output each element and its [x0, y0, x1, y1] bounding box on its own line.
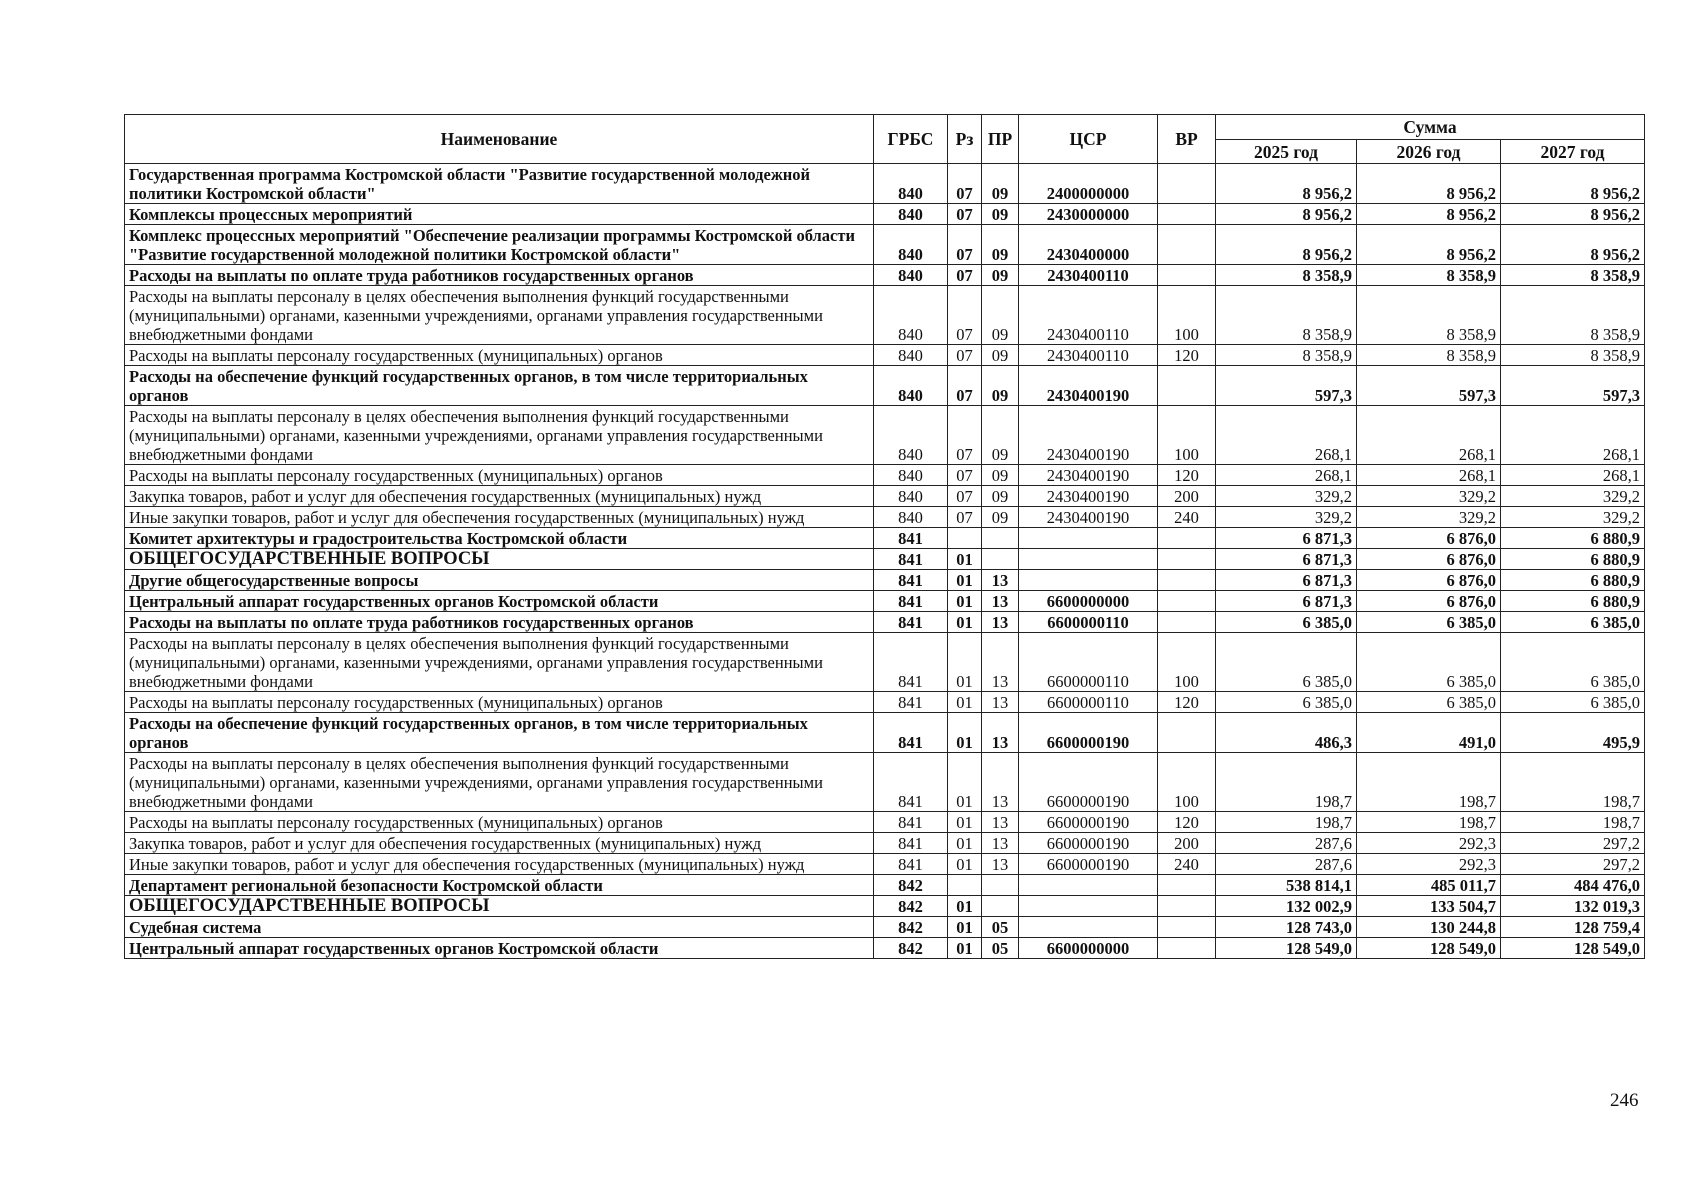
- cell-vr: 100: [1158, 633, 1216, 692]
- cell-pr: 13: [982, 833, 1019, 854]
- cell-csr: 6600000190: [1019, 833, 1158, 854]
- cell-sum-2026: 6 876,0: [1357, 591, 1501, 612]
- table-row: [125, 549, 1645, 570]
- cell-sum-2026: 6 876,0: [1357, 570, 1501, 591]
- cell-vr: [1158, 265, 1216, 286]
- cell-pr: 09: [982, 507, 1019, 528]
- cell-grbs: 841: [874, 549, 948, 570]
- cell-rz: 01: [948, 612, 982, 633]
- cell-name: Другие общегосударственные вопросы: [125, 570, 874, 591]
- cell-grbs: 840: [874, 204, 948, 225]
- cell-sum-2026: 6 876,0: [1357, 549, 1501, 570]
- cell-sum-2025: 287,6: [1216, 833, 1357, 854]
- cell-sum-2026: 6 385,0: [1357, 633, 1501, 692]
- cell-sum-2025: 6 871,3: [1216, 570, 1357, 591]
- cell-sum-2027: 6 385,0: [1501, 612, 1645, 633]
- cell-csr: 6600000190: [1019, 713, 1158, 753]
- cell-grbs: 842: [874, 896, 948, 917]
- cell-sum-2025: 6 385,0: [1216, 692, 1357, 713]
- cell-rz: 01: [948, 591, 982, 612]
- cell-name: Расходы на выплаты персоналу в целях обеспечения выполнения функций государственными (муниципальными) органами, казенными учреждениями, органами управления государственными внебюджетными фондами: [125, 753, 874, 812]
- cell-sum-2026: 133 504,7: [1357, 896, 1501, 917]
- cell-sum-2025: 8 956,2: [1216, 204, 1357, 225]
- cell-rz: 01: [948, 833, 982, 854]
- cell-csr: [1019, 549, 1158, 570]
- cell-sum-2026: 329,2: [1357, 486, 1501, 507]
- cell-sum-2026: 6 385,0: [1357, 612, 1501, 633]
- cell-csr: 2430400110: [1019, 265, 1158, 286]
- cell-name: Иные закупки товаров, работ и услуг для обеспечения государственных (муниципальных) нужд: [125, 507, 874, 528]
- cell-grbs: 841: [874, 633, 948, 692]
- cell-name: Закупка товаров, работ и услуг для обеспечения государственных (муниципальных) нужд: [125, 833, 874, 854]
- cell-grbs: 840: [874, 164, 948, 204]
- cell-rz: 01: [948, 753, 982, 812]
- cell-sum-2026: 292,3: [1357, 833, 1501, 854]
- table-header: [125, 115, 1645, 164]
- cell-sum-2025: 287,6: [1216, 854, 1357, 875]
- cell-grbs: 842: [874, 917, 948, 938]
- cell-name: Департамент региональной безопасности Костромской области: [125, 875, 874, 896]
- cell-sum-2027: 6 385,0: [1501, 692, 1645, 713]
- cell-sum-2027: 128 549,0: [1501, 938, 1645, 959]
- cell-pr: [982, 549, 1019, 570]
- cell-grbs: 842: [874, 938, 948, 959]
- cell-vr: [1158, 366, 1216, 406]
- cell-pr: 13: [982, 713, 1019, 753]
- cell-sum-2025: 597,3: [1216, 366, 1357, 406]
- cell-rz: 07: [948, 286, 982, 345]
- cell-pr: 13: [982, 633, 1019, 692]
- table-row: [125, 692, 1645, 713]
- cell-sum-2025: 8 358,9: [1216, 345, 1357, 366]
- cell-grbs: 840: [874, 507, 948, 528]
- cell-pr: 05: [982, 938, 1019, 959]
- cell-sum-2025: 8 358,9: [1216, 286, 1357, 345]
- cell-csr: 6600000000: [1019, 938, 1158, 959]
- cell-sum-2027: 8 358,9: [1501, 265, 1645, 286]
- cell-name: Комплексы процессных мероприятий: [125, 204, 874, 225]
- cell-vr: 100: [1158, 753, 1216, 812]
- cell-sum-2026: 292,3: [1357, 854, 1501, 875]
- header-pr: ПР: [982, 115, 1019, 164]
- cell-name: Расходы на выплаты персоналу в целях обеспечения выполнения функций государственными (муниципальными) органами, казенными учреждениями, органами управления государственными внебюджетными фондами: [125, 633, 874, 692]
- cell-csr: 2430400110: [1019, 286, 1158, 345]
- cell-name: Комплекс процессных мероприятий "Обеспечение реализации программы Костромской области "Развитие государственной молодежной политики Костромской области": [125, 225, 874, 265]
- cell-sum-2025: 6 871,3: [1216, 549, 1357, 570]
- table-body: [125, 164, 1645, 959]
- cell-vr: [1158, 570, 1216, 591]
- cell-csr: [1019, 570, 1158, 591]
- cell-csr: 2430400190: [1019, 465, 1158, 486]
- cell-sum-2026: 128 549,0: [1357, 938, 1501, 959]
- cell-sum-2025: 6 871,3: [1216, 528, 1357, 549]
- cell-pr: 09: [982, 265, 1019, 286]
- cell-name: Расходы на выплаты персоналу в целях обеспечения выполнения функций государственными (муниципальными) органами, казенными учреждениями, органами управления государственными внебюджетными фондами: [125, 286, 874, 345]
- cell-sum-2027: 128 759,4: [1501, 917, 1645, 938]
- cell-vr: [1158, 612, 1216, 633]
- cell-rz: 07: [948, 366, 982, 406]
- cell-pr: 05: [982, 917, 1019, 938]
- header-vr: ВР: [1158, 115, 1216, 164]
- cell-pr: 09: [982, 345, 1019, 366]
- cell-csr: 6600000110: [1019, 633, 1158, 692]
- cell-grbs: 841: [874, 812, 948, 833]
- table-row: [125, 854, 1645, 875]
- cell-sum-2025: 268,1: [1216, 465, 1357, 486]
- cell-pr: 13: [982, 612, 1019, 633]
- header-year-2025: 2025 год: [1216, 140, 1357, 164]
- cell-rz: 01: [948, 854, 982, 875]
- cell-sum-2027: 297,2: [1501, 833, 1645, 854]
- cell-vr: 120: [1158, 345, 1216, 366]
- table-row: [125, 896, 1645, 917]
- cell-pr: 13: [982, 854, 1019, 875]
- cell-sum-2026: 8 358,9: [1357, 345, 1501, 366]
- cell-csr: 2430000000: [1019, 204, 1158, 225]
- cell-name: ОБЩЕГОСУДАРСТВЕННЫЕ ВОПРОСЫ: [125, 896, 874, 917]
- header-csr: ЦСР: [1019, 115, 1158, 164]
- cell-name: Расходы на выплаты по оплате труда работников государственных органов: [125, 265, 874, 286]
- cell-sum-2026: 8 956,2: [1357, 164, 1501, 204]
- cell-pr: 13: [982, 692, 1019, 713]
- cell-grbs: 841: [874, 570, 948, 591]
- cell-sum-2026: 8 956,2: [1357, 204, 1501, 225]
- table-row: [125, 633, 1645, 692]
- cell-grbs: 840: [874, 366, 948, 406]
- cell-pr: 09: [982, 204, 1019, 225]
- cell-rz: 01: [948, 692, 982, 713]
- cell-sum-2025: 538 814,1: [1216, 875, 1357, 896]
- header-year-2027: 2027 год: [1501, 140, 1645, 164]
- cell-sum-2026: 8 358,9: [1357, 286, 1501, 345]
- cell-vr: 200: [1158, 486, 1216, 507]
- table-row: [125, 406, 1645, 465]
- cell-sum-2027: 597,3: [1501, 366, 1645, 406]
- table-row: [125, 917, 1645, 938]
- cell-rz: 01: [948, 549, 982, 570]
- cell-grbs: 840: [874, 406, 948, 465]
- cell-sum-2027: 268,1: [1501, 465, 1645, 486]
- cell-sum-2025: 8 956,2: [1216, 164, 1357, 204]
- cell-grbs: 841: [874, 833, 948, 854]
- cell-sum-2027: 8 358,9: [1501, 345, 1645, 366]
- cell-sum-2025: 329,2: [1216, 507, 1357, 528]
- cell-vr: 120: [1158, 692, 1216, 713]
- cell-sum-2026: 198,7: [1357, 753, 1501, 812]
- cell-vr: [1158, 528, 1216, 549]
- cell-rz: 07: [948, 507, 982, 528]
- cell-sum-2027: 329,2: [1501, 486, 1645, 507]
- cell-grbs: 842: [874, 875, 948, 896]
- header-rz: Рз: [948, 115, 982, 164]
- cell-rz: 07: [948, 406, 982, 465]
- cell-rz: 01: [948, 570, 982, 591]
- cell-name: Расходы на выплаты персоналу государственных (муниципальных) органов: [125, 692, 874, 713]
- cell-vr: 100: [1158, 406, 1216, 465]
- cell-sum-2026: 6 385,0: [1357, 692, 1501, 713]
- cell-sum-2025: 6 385,0: [1216, 612, 1357, 633]
- cell-rz: 07: [948, 486, 982, 507]
- cell-grbs: 841: [874, 612, 948, 633]
- cell-name: Комитет архитектуры и градостроительства Костромской области: [125, 528, 874, 549]
- table-row: [125, 833, 1645, 854]
- cell-rz: 07: [948, 345, 982, 366]
- cell-vr: [1158, 549, 1216, 570]
- cell-sum-2026: 130 244,8: [1357, 917, 1501, 938]
- cell-sum-2025: 128 743,0: [1216, 917, 1357, 938]
- cell-sum-2026: 8 956,2: [1357, 225, 1501, 265]
- cell-sum-2025: 486,3: [1216, 713, 1357, 753]
- cell-name: Расходы на выплаты персоналу государственных (муниципальных) органов: [125, 345, 874, 366]
- cell-name: ОБЩЕГОСУДАРСТВЕННЫЕ ВОПРОСЫ: [125, 549, 874, 570]
- cell-grbs: 841: [874, 692, 948, 713]
- cell-sum-2025: 6 871,3: [1216, 591, 1357, 612]
- cell-rz: 01: [948, 713, 982, 753]
- cell-name: Центральный аппарат государственных органов Костромской области: [125, 938, 874, 959]
- cell-vr: [1158, 875, 1216, 896]
- cell-vr: 240: [1158, 854, 1216, 875]
- cell-sum-2027: 8 956,2: [1501, 204, 1645, 225]
- cell-vr: [1158, 591, 1216, 612]
- cell-pr: [982, 528, 1019, 549]
- cell-pr: 13: [982, 812, 1019, 833]
- cell-pr: 09: [982, 406, 1019, 465]
- cell-rz: 07: [948, 164, 982, 204]
- cell-vr: [1158, 713, 1216, 753]
- table-row: [125, 507, 1645, 528]
- cell-grbs: 840: [874, 286, 948, 345]
- cell-sum-2025: 198,7: [1216, 753, 1357, 812]
- cell-csr: 2430400190: [1019, 507, 1158, 528]
- cell-sum-2026: 268,1: [1357, 406, 1501, 465]
- cell-rz: [948, 528, 982, 549]
- cell-sum-2027: 132 019,3: [1501, 896, 1645, 917]
- cell-csr: 6600000190: [1019, 753, 1158, 812]
- cell-csr: [1019, 896, 1158, 917]
- cell-pr: [982, 896, 1019, 917]
- cell-pr: 13: [982, 570, 1019, 591]
- cell-name: Иные закупки товаров, работ и услуг для обеспечения государственных (муниципальных) нужд: [125, 854, 874, 875]
- cell-name: Расходы на обеспечение функций государственных органов, в том числе территориальных органов: [125, 713, 874, 753]
- cell-csr: [1019, 875, 1158, 896]
- cell-name: Расходы на выплаты персоналу государственных (муниципальных) органов: [125, 812, 874, 833]
- cell-rz: 01: [948, 633, 982, 692]
- header-name: Наименование: [125, 115, 874, 164]
- cell-rz: 07: [948, 265, 982, 286]
- cell-grbs: 840: [874, 345, 948, 366]
- cell-csr: 2430400190: [1019, 406, 1158, 465]
- cell-vr: [1158, 917, 1216, 938]
- cell-sum-2026: 491,0: [1357, 713, 1501, 753]
- cell-vr: 240: [1158, 507, 1216, 528]
- table-row: [125, 345, 1645, 366]
- cell-pr: 13: [982, 753, 1019, 812]
- cell-sum-2027: 198,7: [1501, 812, 1645, 833]
- cell-sum-2026: 597,3: [1357, 366, 1501, 406]
- cell-name: Расходы на выплаты персоналу государственных (муниципальных) органов: [125, 465, 874, 486]
- cell-grbs: 841: [874, 528, 948, 549]
- table-row: [125, 753, 1645, 812]
- cell-name: Расходы на выплаты по оплате труда работников государственных органов: [125, 612, 874, 633]
- cell-csr: 6600000110: [1019, 612, 1158, 633]
- table-row: [125, 938, 1645, 959]
- cell-sum-2026: 329,2: [1357, 507, 1501, 528]
- cell-pr: [982, 875, 1019, 896]
- cell-csr: [1019, 917, 1158, 938]
- cell-name: Судебная система: [125, 917, 874, 938]
- cell-sum-2027: 495,9: [1501, 713, 1645, 753]
- cell-sum-2027: 8 956,2: [1501, 225, 1645, 265]
- cell-sum-2025: 132 002,9: [1216, 896, 1357, 917]
- cell-name: Расходы на обеспечение функций государственных органов, в том числе территориальных органов: [125, 366, 874, 406]
- cell-pr: 09: [982, 225, 1019, 265]
- table-row: [125, 875, 1645, 896]
- cell-sum-2027: 484 476,0: [1501, 875, 1645, 896]
- cell-name: Центральный аппарат государственных органов Костромской области: [125, 591, 874, 612]
- table-row: [125, 570, 1645, 591]
- cell-sum-2027: 297,2: [1501, 854, 1645, 875]
- cell-sum-2027: 6 880,9: [1501, 528, 1645, 549]
- cell-grbs: 841: [874, 753, 948, 812]
- table-row: [125, 204, 1645, 225]
- table-row: [125, 612, 1645, 633]
- cell-sum-2027: 268,1: [1501, 406, 1645, 465]
- cell-grbs: 841: [874, 591, 948, 612]
- header-year-2026: 2026 год: [1357, 140, 1501, 164]
- cell-vr: [1158, 896, 1216, 917]
- cell-sum-2027: 329,2: [1501, 507, 1645, 528]
- cell-sum-2025: 8 358,9: [1216, 265, 1357, 286]
- table-row: [125, 164, 1645, 204]
- table-row: [125, 265, 1645, 286]
- cell-grbs: 841: [874, 854, 948, 875]
- cell-pr: 09: [982, 366, 1019, 406]
- cell-rz: 07: [948, 225, 982, 265]
- cell-sum-2027: 8 358,9: [1501, 286, 1645, 345]
- cell-grbs: 840: [874, 265, 948, 286]
- cell-sum-2027: 6 880,9: [1501, 549, 1645, 570]
- table-row: [125, 713, 1645, 753]
- cell-sum-2025: 268,1: [1216, 406, 1357, 465]
- cell-rz: 07: [948, 465, 982, 486]
- cell-vr: 120: [1158, 812, 1216, 833]
- table-row: [125, 486, 1645, 507]
- cell-csr: 2430400110: [1019, 345, 1158, 366]
- cell-sum-2027: 8 956,2: [1501, 164, 1645, 204]
- cell-grbs: 840: [874, 465, 948, 486]
- table-row: [125, 591, 1645, 612]
- cell-vr: [1158, 225, 1216, 265]
- budget-table: [124, 114, 1645, 959]
- cell-vr: 120: [1158, 465, 1216, 486]
- cell-csr: 2430400000: [1019, 225, 1158, 265]
- table-row: [125, 465, 1645, 486]
- cell-sum-2025: 128 549,0: [1216, 938, 1357, 959]
- cell-rz: 07: [948, 204, 982, 225]
- cell-vr: [1158, 938, 1216, 959]
- table-row: [125, 366, 1645, 406]
- cell-sum-2026: 485 011,7: [1357, 875, 1501, 896]
- cell-name: Закупка товаров, работ и услуг для обеспечения государственных (муниципальных) нужд: [125, 486, 874, 507]
- cell-grbs: 841: [874, 713, 948, 753]
- table-row: [125, 286, 1645, 345]
- cell-name: Расходы на выплаты персоналу в целях обеспечения выполнения функций государственными (муниципальными) органами, казенными учреждениями, органами управления государственными внебюджетными фондами: [125, 406, 874, 465]
- cell-rz: 01: [948, 896, 982, 917]
- cell-sum-2025: 329,2: [1216, 486, 1357, 507]
- page-number: 246: [1610, 1090, 1639, 1111]
- cell-rz: [948, 875, 982, 896]
- table-row: [125, 812, 1645, 833]
- cell-csr: 2430400190: [1019, 486, 1158, 507]
- table-row: [125, 528, 1645, 549]
- cell-pr: 09: [982, 164, 1019, 204]
- cell-csr: 6600000110: [1019, 692, 1158, 713]
- cell-sum-2026: 268,1: [1357, 465, 1501, 486]
- cell-sum-2027: 6 880,9: [1501, 570, 1645, 591]
- cell-csr: 6600000190: [1019, 812, 1158, 833]
- header-grbs: ГРБС: [874, 115, 948, 164]
- cell-sum-2027: 198,7: [1501, 753, 1645, 812]
- cell-sum-2025: 6 385,0: [1216, 633, 1357, 692]
- cell-sum-2027: 6 880,9: [1501, 591, 1645, 612]
- cell-csr: [1019, 528, 1158, 549]
- table-row: [125, 225, 1645, 265]
- cell-rz: 01: [948, 812, 982, 833]
- cell-vr: 100: [1158, 286, 1216, 345]
- cell-rz: 01: [948, 938, 982, 959]
- cell-pr: 09: [982, 286, 1019, 345]
- cell-csr: 2400000000: [1019, 164, 1158, 204]
- cell-sum-2026: 8 358,9: [1357, 265, 1501, 286]
- cell-sum-2027: 6 385,0: [1501, 633, 1645, 692]
- cell-sum-2026: 198,7: [1357, 812, 1501, 833]
- cell-csr: 2430400190: [1019, 366, 1158, 406]
- cell-pr: 09: [982, 486, 1019, 507]
- cell-vr: [1158, 164, 1216, 204]
- cell-vr: 200: [1158, 833, 1216, 854]
- cell-sum-2026: 6 876,0: [1357, 528, 1501, 549]
- cell-vr: [1158, 204, 1216, 225]
- cell-grbs: 840: [874, 486, 948, 507]
- cell-csr: 6600000190: [1019, 854, 1158, 875]
- cell-csr: 6600000000: [1019, 591, 1158, 612]
- header-sum: Сумма: [1216, 115, 1645, 140]
- cell-name: Государственная программа Костромской области "Развитие государственной молодежной политики Костромской области": [125, 164, 874, 204]
- cell-rz: 01: [948, 917, 982, 938]
- cell-sum-2025: 198,7: [1216, 812, 1357, 833]
- cell-pr: 09: [982, 465, 1019, 486]
- cell-grbs: 840: [874, 225, 948, 265]
- cell-sum-2025: 8 956,2: [1216, 225, 1357, 265]
- cell-pr: 13: [982, 591, 1019, 612]
